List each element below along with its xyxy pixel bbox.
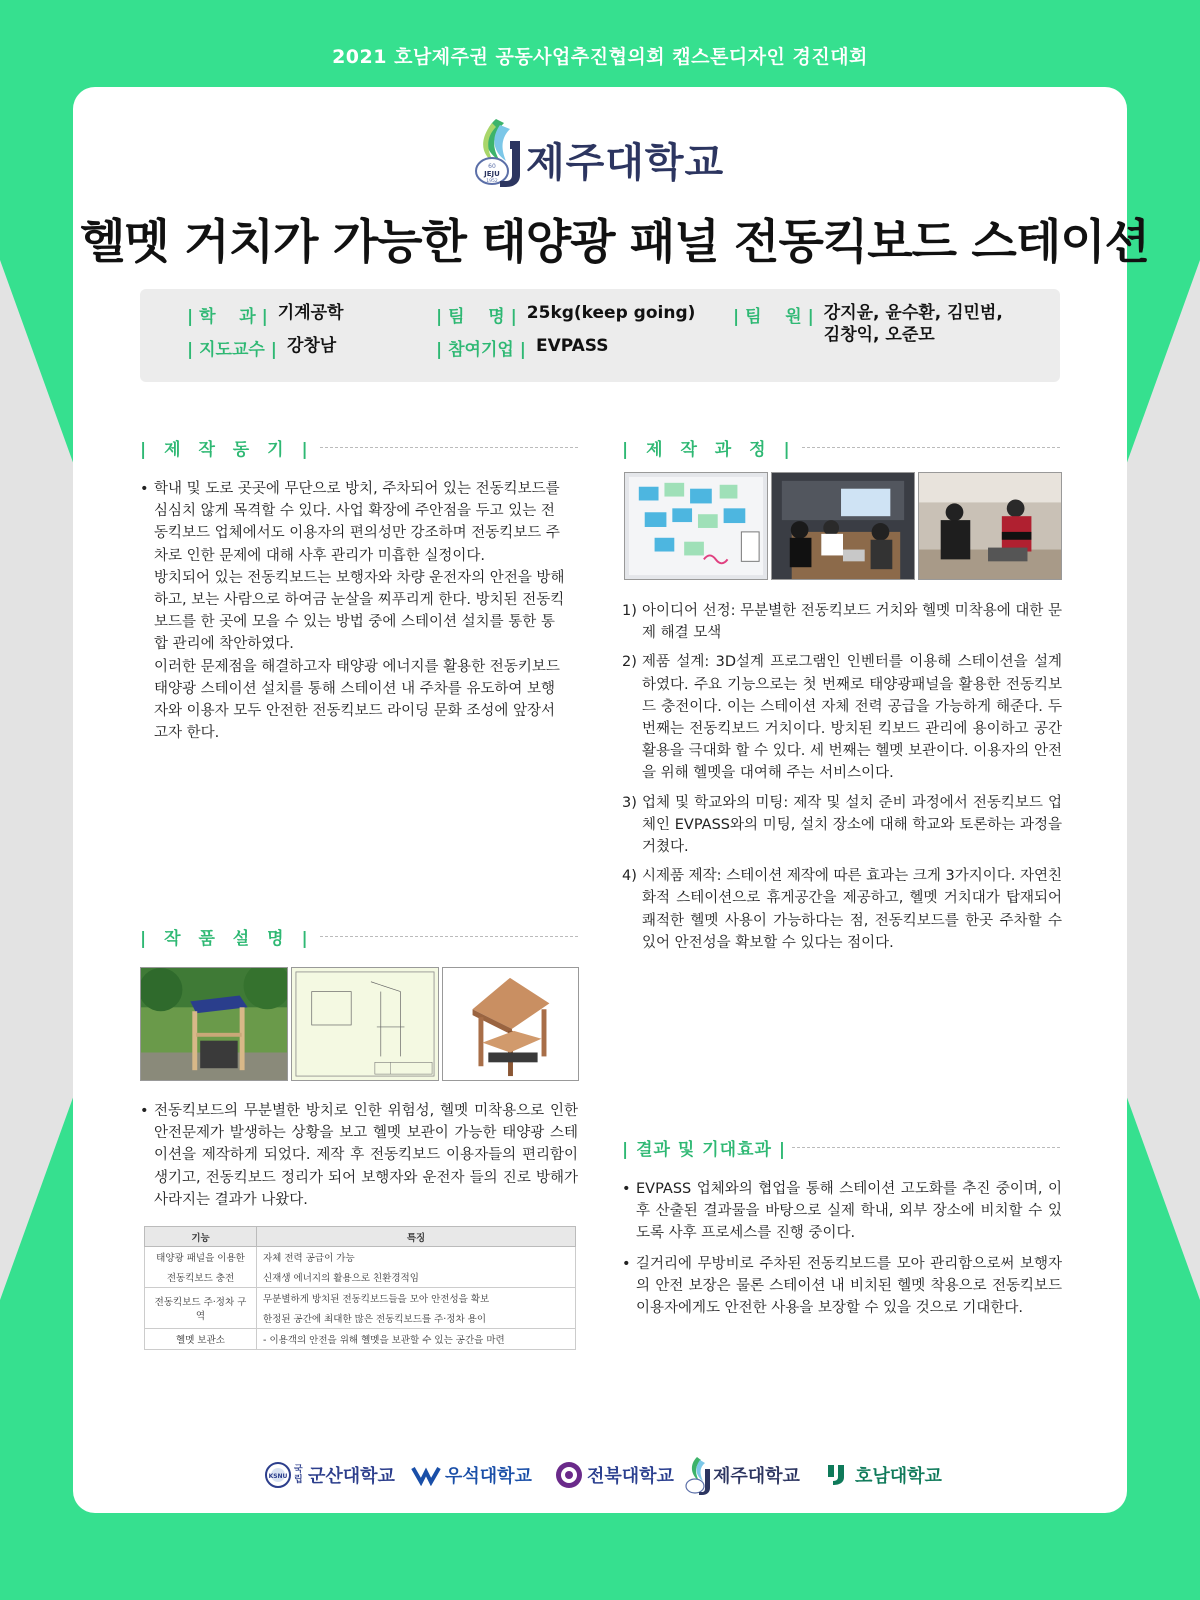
divider	[802, 447, 1060, 448]
motivation-text	[140, 478, 568, 744]
kunsan-prefix: 국립	[294, 1465, 303, 1485]
list-item-number: 1)	[622, 603, 637, 619]
description-header	[140, 925, 578, 947]
list-item-number: 3)	[622, 794, 637, 811]
table-cell-feature: 한정된 공간에 최대한 많은 전동킥보드를 주·정차 용이	[257, 1308, 576, 1329]
motivation-heading: | 제 작 동 기 |	[140, 439, 314, 460]
info-company-value: EVPASS	[535, 336, 609, 356]
jeju-university-logo	[470, 115, 740, 187]
process-photo-meeting	[771, 472, 915, 580]
table-row	[145, 1288, 576, 1309]
kunsan-emblem-icon	[265, 1462, 291, 1488]
table-row	[145, 1329, 576, 1350]
page-title: 헬멧 거치가 가능한 태양광 패널 전동킥보드 스테이션	[80, 215, 1150, 270]
info-company	[436, 335, 609, 360]
table-cell-feature: 신재생 에너지의 활용으로 친환경적임	[257, 1267, 576, 1288]
table-cell-function: 태양광 패널을 이용한	[145, 1247, 257, 1268]
process-heading: | 제 작 과 정 |	[622, 439, 796, 460]
table-cell-feature: 자체 전력 공급이 가능	[257, 1247, 576, 1268]
jeju-footer-emblem-icon	[683, 1455, 713, 1495]
process-photo-building	[918, 472, 1062, 580]
process-photo-whiteboard	[624, 472, 768, 580]
table-row	[145, 1267, 576, 1288]
list-item-number: 2)	[622, 654, 637, 671]
jeonbuk-name: 전북대학교	[587, 1466, 674, 1487]
list-item-text: 시제품 제작: 스테이션 제작에 따른 효과는 크게 3가지이다. 자연친화적 스테이션으로 휴게공간을 제공하고, 헬멧 거치대가 탑재되어 쾌적한 헬멧 사용이 가능하다는 점, 전동킥보드를 한곳 주차할 수 있어 안전성을 확보할 수 있다는 점이다.	[642, 868, 1062, 951]
table-cell-function: 헬멧 보관소	[145, 1329, 257, 1350]
list-item-number: 4)	[622, 868, 637, 885]
table-cell-feature: 무분별하게 방치된 전동킥보드들을 모아 안전성을 확보	[257, 1288, 576, 1309]
product-photo-drawing	[291, 967, 439, 1081]
results-item-2: 길거리에 무방비로 주차된 전동킥보드를 모아 관리함으로써 보행자의 안전 보장은 물론 스테이션 내 비치된 헬멧 착용으로 전동킥보드 이용자에게도 안전한 사용을 보장할 수 있을 것으로 기대한다.	[636, 1255, 1062, 1317]
team-info-box	[140, 289, 1060, 382]
kunsan-logo	[265, 1455, 395, 1495]
process-header	[622, 436, 1060, 458]
description-heading: | 작 품 설 명 |	[140, 928, 314, 949]
info-members-value-2: 김창익, 오준모	[823, 325, 935, 345]
kunsan-name: 군산대학교	[308, 1466, 395, 1487]
kunsan-badge-text: KSNU	[268, 1473, 288, 1480]
list-item-text: 업체 및 학교와의 미팅: 제작 및 설치 준비 과정에서 전동킥보드 업체인 EVPASS와의 미팅, 설치 장소에 대해 학교와 토론하는 과정을 거쳤다.	[642, 794, 1062, 856]
contest-title: 2021 호남제주권 공동사업추진협의회 캡스톤디자인 경진대회	[332, 46, 868, 68]
results-header	[622, 1136, 1060, 1158]
results-list	[622, 1178, 1062, 1319]
info-advisor	[187, 335, 336, 360]
jeju-footer-name: 제주대학교	[713, 1466, 800, 1487]
info-team-label: | 팀 명 |	[436, 307, 517, 327]
divider	[320, 447, 578, 448]
jeonbuk-emblem-icon	[555, 1461, 583, 1489]
background-shape-left	[0, 260, 75, 1300]
results-item-1: EVPASS 업체와의 협업을 통해 스테이션 고도화를 추진 중이며, 이후 산출된 결과물을 바탕으로 실제 학내, 외부 장소에 비치할 수 있도록 사후 프로세스를 진행 중이다.	[636, 1181, 1062, 1242]
table-cell-feature: - 이용객의 안전을 위해 헬멧을 보관할 수 있는 공간을 마련	[257, 1329, 576, 1350]
feature-table	[144, 1226, 576, 1350]
list-item-text: 제품 설계: 3D설계 프로그램인 인벤터를 이용해 스테이션을 설계하였다. 주요 기능으로는 첫 번째로 태양광패널을 활용한 전동킥보드 충전이다. 이는 스테이션 자체 전력 공급을 가능하게 해준다. 두 번째는 전동킥보드 거치이다. 방치된 킥보드 관리에 용이하고 공간 활용을 극대화 할 수 있다. 세 번째는 헬멧 보관이다. 이용자의 안전을 위해 헬멧을 대여해 주는 서비스이다.	[642, 654, 1062, 782]
motivation-paragraph-1: 학내 및 도로 곳곳에 무단으로 방치, 주차되어 있는 전동킥보드를 심심치 않게 목격할 수 있다. 사업 확장에 주안점을 두고 있는 전동킥보드 업체에서도 이용자의 편의성만 강조하며 전동킥보드 주차로 인한 문제에 대해 사후 관리가 미흡한 실정이다.	[154, 481, 560, 564]
list-item	[622, 865, 1062, 954]
woosuk-logo	[411, 1455, 532, 1495]
table-header-function: 기능	[145, 1227, 257, 1247]
emblem-number: 60	[488, 163, 496, 170]
info-members	[733, 302, 1003, 346]
jeonbuk-logo	[555, 1455, 674, 1495]
list-item-text: 아이디어 선정: 무분별한 전동킥보드 거치와 헬멧 미착용에 대한 문제 해결 모색	[642, 603, 1062, 642]
info-dept-label: | 학 과 |	[187, 307, 268, 327]
table-cell-function: 전동킥보드 충전	[145, 1267, 257, 1288]
motivation-header	[140, 436, 578, 458]
woosuk-emblem-icon	[411, 1464, 441, 1486]
divider	[792, 1147, 1060, 1148]
list-item: • 학내 및 도로 곳곳에 무단으로 방치, 주차되어 있는 전동킥보드를 심심치 않게 목격할 수 있다. 사업 확장에 주안점을 두고 있는 전동킥보드 업체에서도 이용자의 편의성만 강조하며 전동킥보드 주차로 인한 문제에 대해 사후 관리가 미흡한 실정이다. 방치되어 있는 전동킥보드는 보행자와 차량 운전자의 안전을 방해하고, 보는 사람으로 하여금 눈살을 찌푸리게 한다. 방치된 전동킥보드를 한 곳에 모을 수 있는 방법 중에 스테이션 설치를 통한 통합 관리에 착안하였다. 이러한 문제점을 해결하고자 태양광 에너지를 활용한 전동키보드 태양광 스테이션 설치를 통해 스테이션 내 주차를 유도하여 보행자와 이용자 모두 안전한 전동킥보드 라이딩 문화 조성에 앞장서고자 한다.	[140, 478, 568, 744]
info-company-label: | 참여기업 |	[436, 340, 526, 360]
info-advisor-label: | 지도교수 |	[187, 340, 277, 360]
list-item: • 전동킥보드의 무분별한 방치로 인한 위험성, 헬멧 미착용으로 인한 안전문제가 발생하는 상황을 보고 헬멧 보관이 가능한 태양광 스테이션을 제작하게 되었다. 제작 후 전동킥보드 이용자들의 편리함이 생기고, 전동킥보드 정리가 되어 보행자와 운전자 들의 진로 방해가 사라지는 결과가 나왔다.	[140, 1100, 578, 1211]
woosuk-name: 우석대학교	[445, 1466, 532, 1487]
info-team-value: 25kg(keep going)	[526, 303, 696, 323]
product-photo-station	[140, 967, 288, 1081]
honam-name: 호남대학교	[855, 1466, 942, 1487]
list-item: • 길거리에 무방비로 주차된 전동킥보드를 모아 관리함으로써 보행자의 안전 보장은 물론 스테이션 내 비치된 헬멧 착용으로 전동킥보드 이용자에게도 안전한 사용을 보장할 수 있을 것으로 기대한다.	[622, 1253, 1062, 1320]
background-shape-right	[1125, 260, 1200, 1300]
logo-university-name: 제주대학교	[526, 140, 725, 186]
list-item	[622, 651, 1062, 784]
info-dept	[187, 302, 343, 327]
divider	[320, 936, 578, 937]
partner-logos	[265, 1455, 945, 1495]
info-members-value-1: 강지윤, 윤수환, 김민범,	[823, 303, 1003, 323]
info-advisor-value: 강창남	[286, 336, 337, 356]
motivation-paragraph-2: 방치되어 있는 전동킥보드는 보행자와 차량 운전자의 안전을 방해하고, 보는 사람으로 하여금 눈살을 찌푸리게 한다. 방치된 전동킥보드를 한 곳에 모을 수 있는 방법 중에 스테이션 설치를 통한 통합 관리에 착안하였다.	[154, 569, 565, 653]
motivation-paragraph-3: 이러한 문제점을 해결하고자 태양광 에너지를 활용한 전동키보드 태양광 스테이션 설치를 통해 스테이션 내 주차를 유도하여 보행자와 이용자 모두 안전한 전동킥보드 라이딩 문화 조성에 앞장서고자 한다.	[154, 658, 560, 742]
jeju-emblem-icon	[470, 115, 526, 187]
process-list	[622, 600, 1062, 961]
list-item	[622, 792, 1062, 859]
table-header-feature: 특징	[257, 1227, 576, 1247]
honam-logo	[825, 1455, 942, 1495]
results-heading: | 결과 및 기대효과 |	[622, 1139, 787, 1160]
table-cell-function: 전동킥보드 주·정차 구역	[145, 1288, 257, 1329]
product-photo-3d-model	[442, 967, 579, 1081]
honam-emblem-icon	[825, 1463, 851, 1487]
emblem-text: JEJU	[484, 170, 500, 178]
jeju-footer-logo	[683, 1455, 800, 1495]
info-dept-value: 기계공학	[277, 303, 344, 323]
description-paragraph: 전동킥보드의 무분별한 방치로 인한 위험성, 헬멧 미착용으로 인한 안전문제가 발생하는 상황을 보고 헬멧 보관이 가능한 태양광 스테이션을 제작하게 되었다. 제작 후 전동킥보드 이용자들의 편리함이 생기고, 전동킥보드 정리가 되어 보행자와 운전자 들의 진로 방해가 사라지는 결과가 나왔다.	[154, 1103, 578, 1208]
info-members-label: | 팀 원 |	[733, 307, 814, 327]
info-team	[436, 302, 695, 327]
table-row	[145, 1247, 576, 1268]
description-text	[140, 1100, 578, 1211]
list-item	[622, 600, 1062, 644]
list-item: • EVPASS 업체와의 협업을 통해 스테이션 고도화를 추진 중이며, 이후 산출된 결과물을 바탕으로 실제 학내, 외부 장소에 비치할 수 있도록 사후 프로세스를 진행 중이다.	[622, 1178, 1062, 1245]
emblem-year: 1952	[486, 179, 498, 184]
